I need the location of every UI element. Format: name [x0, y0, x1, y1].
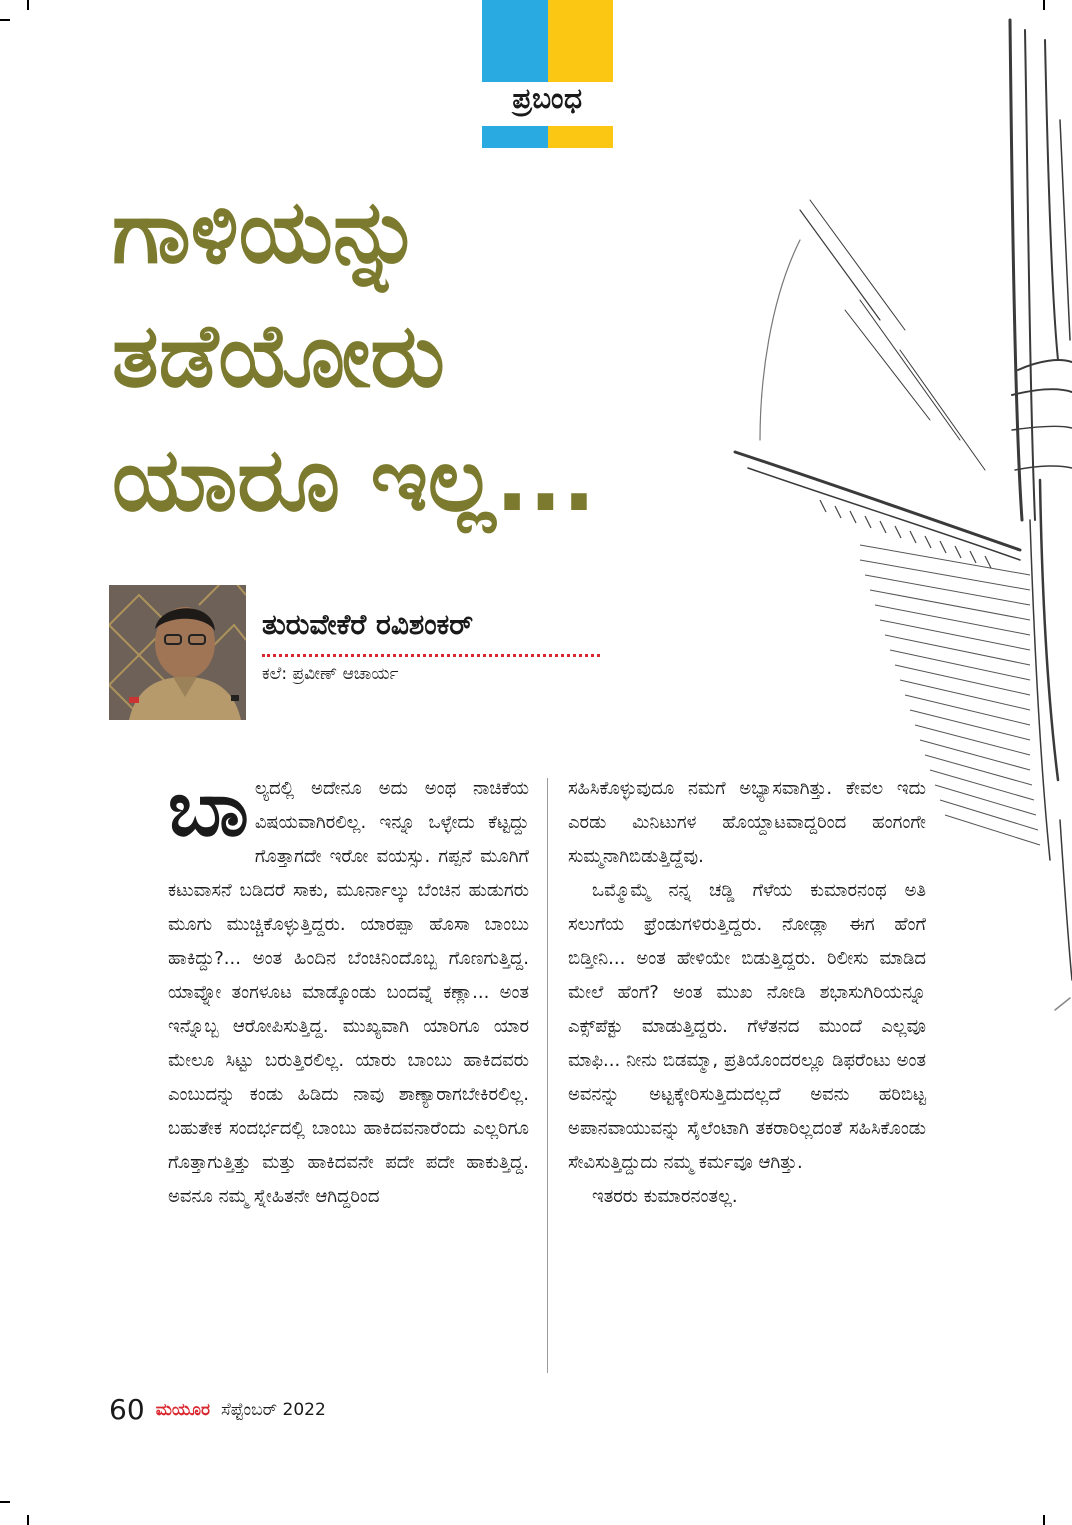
article-headline [112, 170, 812, 542]
section-label: ಪ್ರಬಂಧ [512, 82, 583, 115]
article-column-right [568, 772, 926, 1214]
paragraph: ಇತರರು ಕುಮಾರನಂತಲ್ಲ. [592, 1186, 738, 1207]
author-divider [262, 654, 600, 657]
headline-line-2: ತಡೆಯೋರು [112, 304, 445, 407]
paragraph: ಒಮ್ಮೊಮ್ಮೆ ನನ್ನ ಚಡ್ಡಿ ಗೆಳೆಯ ಕುಮಾರನಂಥ ಅತಿ ಸಲುಗೆಯ ಫ್ರೆಂಡುಗಳಿರುತ್ತಿದ್ದರು. ನೋಡ್ಲಾ ಈಗ ಹೆಂಗೆ ಬಿಡ್ತೀನಿ... ಅಂತ ಹೇಳಿಯೇ ಬಿಡುತ್ತಿದ್ದರು. ರಿಲೀಸು ಮಾಡಿದ ಮೇಲೆ ಹೆಂಗೆ? ಅಂತ ಮುಖ ನೋಡಿ ಶಭಾಸುಗಿರಿಯನ್ನೂ ಎಕ್ಸ್‌ಪೆಕ್ಟು ಮಾಡುತ್ತಿದ್ದರು. ಗೆಳೆತನದ ಮುಂದೆ ಎಲ್ಲವೂ ಮಾಫಿ... ನೀನು ಬಿಡಮ್ಮಾ, ಪ್ರತಿಯೊಂದರಲ್ಲೂ ಡಿಫರೆಂಟು ಅಂತ ಅವನನ್ನು ಅಟ್ಟಕ್ಕೇರಿಸುತ್ತಿದುದಲ್ಲದೆ ಅವನು ಹರಿಬಿಟ್ಟ ಅಪಾನವಾಯುವನ್ನು ಸೈಲೆಂಟಾಗಿ ತಕರಾರಿಲ್ಲದಂತೆ ಸಹಿಸಿಕೊಂಡು ಸೇವಿಸುತ್ತಿದ್ದುದು ನಮ್ಮ ಕರ್ಮವೂ ಆಗಿತ್ತು. [568, 880, 926, 1173]
headline-line-3: ಯಾರೂ ಇಲ್ಲ... [112, 428, 596, 531]
tag-block-blue [482, 0, 548, 82]
column-divider [547, 778, 548, 1373]
page-footer [109, 1393, 326, 1426]
tag-bar-yellow [548, 126, 613, 148]
drop-cap: ಬಾ [168, 764, 249, 854]
section-tag [482, 0, 613, 148]
page-number: 60 [109, 1393, 145, 1426]
author-photo [109, 585, 246, 720]
article-column-left [168, 764, 529, 1214]
author-name: ತುರುವೇಕೆರೆ ರವಿಶಂಕರ್ [262, 608, 474, 641]
tag-block-yellow [548, 0, 613, 82]
publication-name: ಮಯೂರ [155, 1399, 210, 1420]
paragraph [168, 764, 529, 1214]
issue-date: ಸೆಪ್ಟೆಂಬರ್ 2022 [221, 1399, 326, 1420]
illustrator-credit: ಕಲೆ: ಪ್ರವೀಣ್ ಆಚಾರ್ಯ [262, 664, 399, 684]
headline-line-1: ಗಾಳಿಯನ್ನು [112, 180, 422, 283]
tag-bar-blue [482, 126, 548, 148]
paragraph: ಸಹಿಸಿಕೊಳ್ಳುವುದೂ ನಮಗೆ ಅಭ್ಯಾಸವಾಗಿತ್ತು. ಕೇವಲ ಇದು ಎರಡು ಮಿನಿಟುಗಳ ಹೊಯ್ದಾಟವಾದ್ದರಿಂದ ಹಂಗಂಗೇ ಸುಮ್ಮನಾಗಿಬಿಡುತ್ತಿದ್ದೆವು. [568, 778, 926, 867]
paragraph-text: ಲ್ಯದಲ್ಲಿ ಅದೇನೂ ಅದು ಅಂಥ ನಾಚಿಕೆಯ ವಿಷಯವಾಗಿರಲಿಲ್ಲ. ಇನ್ನೂ ಒಳ್ಳೇದು ಕೆಟ್ಟದ್ದು ಗೊತ್ತಾಗದೇ ಇರೋ ವಯಸ್ಸು. ಗಪ್ಪನೆ ಮೂಗಿಗೆ ಕಟುವಾಸನೆ ಬಡಿದರೆ ಸಾಕು, ಮೂರ್ನಾಲ್ಕು ಬೆಂಚಿನ ಹುಡುಗರು ಮೂಗು ಮುಚ್ಚಿಕೊಳ್ಳುತ್ತಿದ್ದರು. ಯಾರಪ್ಪಾ ಹೊಸಾ ಬಾಂಬು ಹಾಕಿದ್ದು?... ಅಂತ ಹಿಂದಿನ ಬೆಂಚಿನಿಂದೊಬ್ಬ ಗೊಣಗುತ್ತಿದ್ದ. ಯಾವ್ನೋ ತಂಗಳೂಟ ಮಾಡ್ಕೊಂಡು ಬಂದವ್ನೆ ಕಣ್ಲಾ... ಅಂತ ಇನ್ನೊಬ್ಬ ಆರೋಪಿಸುತ್ತಿದ್ದ. ಮುಖ್ಯವಾಗಿ ಯಾರಿಗೂ ಯಾರ ಮೇಲೂ ಸಿಟ್ಟು ಬರುತ್ತಿರಲಿಲ್ಲ. ಯಾರು ಬಾಂಬು ಹಾಕಿದವರು ಎಂಬುದನ್ನು ಕಂಡು ಹಿಡಿದು ನಾವು ಶಾಣ್ಯಾರಾಗಬೇಕಿರಲಿಲ್ಲ. ಬಹುತೇಕ ಸಂದರ್ಭದಲ್ಲಿ ಬಾಂಬು ಹಾಕಿದವನಾರೆಂದು ಎಲ್ಲರಿಗೂ ಗೊತ್ತಾಗುತ್ತಿತ್ತು ಮತ್ತು ಹಾಕಿದವನೇ ಪದೇ ಪದೇ ಹಾಕುತ್ತಿದ್ದ. ಅವನೂ ನಮ್ಮ ಸ್ನೇಹಿತನೇ ಆಗಿದ್ದರಿಂದ [168, 778, 529, 1207]
